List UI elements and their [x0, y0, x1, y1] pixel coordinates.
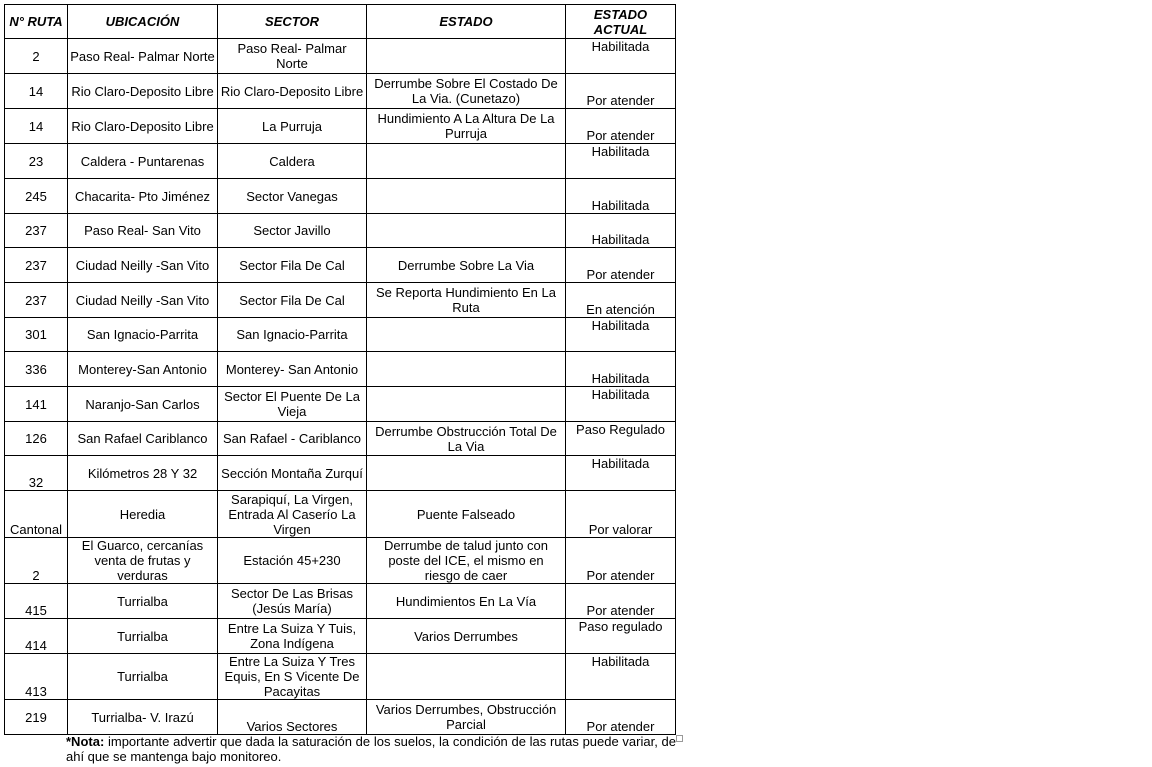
cell-estado — [367, 352, 566, 387]
cell-ruta: 219 — [5, 700, 68, 735]
cell-estado-actual: Paso Regulado — [566, 422, 676, 456]
cell-estado: Se Reporta Hundimiento En La Ruta — [367, 283, 566, 318]
cell-estado — [367, 214, 566, 248]
header-row — [5, 5, 676, 39]
cell-ubicacion: Chacarita- Pto Jiménez — [68, 179, 218, 214]
cell-estado — [367, 654, 566, 700]
cell-ruta: 414 — [5, 619, 68, 654]
cell-ruta: 32 — [5, 456, 68, 491]
footnote-label: *Nota: — [66, 734, 105, 749]
cell-sector: Sector El Puente De La Vieja — [218, 387, 367, 422]
cell-ruta: 14 — [5, 74, 68, 109]
cell-estado — [367, 144, 566, 179]
cell-sector: San Rafael - Cariblanco — [218, 422, 367, 456]
cell-estado-actual: Por atender — [566, 109, 676, 144]
table-row — [5, 74, 676, 109]
cell-sector: Sector Vanegas — [218, 179, 367, 214]
cell-estado: Derrumbe Sobre La Via — [367, 248, 566, 283]
cell-ruta: 245 — [5, 179, 68, 214]
cell-ubicacion: Kilómetros 28 Y 32 — [68, 456, 218, 491]
header-sector: SECTOR — [218, 5, 367, 39]
cell-ruta: 413 — [5, 654, 68, 700]
table-row — [5, 248, 676, 283]
cell-ruta: 141 — [5, 387, 68, 422]
cell-estado: Puente Falseado — [367, 491, 566, 538]
table-row — [5, 491, 676, 538]
table-row — [5, 422, 676, 456]
cell-sector: Sector De Las Brisas (Jesús María) — [218, 584, 367, 619]
header-ruta: N° RUTA — [5, 5, 68, 39]
cell-ubicacion: El Guarco, cercanías venta de frutas y verduras — [68, 538, 218, 584]
cell-estado-actual: Por atender — [566, 584, 676, 619]
cell-ubicacion: Turrialba — [68, 619, 218, 654]
cell-estado-actual: Por atender — [566, 248, 676, 283]
cell-ubicacion: Caldera - Puntarenas — [68, 144, 218, 179]
cell-estado-actual: Habilitada — [566, 144, 676, 179]
table-row — [5, 387, 676, 422]
cell-estado — [367, 456, 566, 491]
cell-sector: San Ignacio-Parrita — [218, 318, 367, 352]
cell-ruta: 336 — [5, 352, 68, 387]
cell-ubicacion: Naranjo-San Carlos — [68, 387, 218, 422]
cell-estado: Varios Derrumbes — [367, 619, 566, 654]
cell-ubicacion: Turrialba — [68, 654, 218, 700]
cell-ubicacion: Turrialba- V. Irazú — [68, 700, 218, 735]
cell-sector: La Purruja — [218, 109, 367, 144]
cell-ruta: 14 — [5, 109, 68, 144]
cell-ubicacion: Rio Claro-Deposito Libre — [68, 74, 218, 109]
table-row — [5, 144, 676, 179]
table-row — [5, 456, 676, 491]
cell-estado — [367, 387, 566, 422]
table-row — [5, 179, 676, 214]
cell-ubicacion: San Ignacio-Parrita — [68, 318, 218, 352]
cell-estado-actual: Habilitada — [566, 352, 676, 387]
cell-ubicacion: Heredia — [68, 491, 218, 538]
cell-estado-actual: Por atender — [566, 700, 676, 735]
table-row — [5, 619, 676, 654]
cell-estado — [367, 39, 566, 74]
road-status-table — [4, 4, 676, 735]
cell-ubicacion: San Rafael Cariblanco — [68, 422, 218, 456]
table-row — [5, 39, 676, 74]
cell-ubicacion: Ciudad Neilly -San Vito — [68, 248, 218, 283]
cell-ruta: 237 — [5, 283, 68, 318]
cell-estado: Varios Derrumbes, Obstrucción Parcial — [367, 700, 566, 735]
table-row — [5, 318, 676, 352]
cell-estado-actual: Habilitada — [566, 387, 676, 422]
cell-ruta: 126 — [5, 422, 68, 456]
table-resize-handle[interactable] — [676, 735, 683, 742]
table-row — [5, 654, 676, 700]
cell-ruta: 23 — [5, 144, 68, 179]
cell-sector: Varios Sectores — [218, 700, 367, 735]
cell-estado: Hundimiento A La Altura De La Purruja — [367, 109, 566, 144]
table-row — [5, 214, 676, 248]
cell-estado-actual: Habilitada — [566, 179, 676, 214]
cell-estado: Derrumbe de talud junto con poste del ICE, el mismo en riesgo de caer — [367, 538, 566, 584]
table-row — [5, 109, 676, 144]
cell-estado-actual: Habilitada — [566, 39, 676, 74]
cell-estado-actual: Habilitada — [566, 214, 676, 248]
cell-sector: Sector Fila De Cal — [218, 248, 367, 283]
table-row — [5, 283, 676, 318]
footnote — [66, 734, 676, 764]
cell-ruta: 2 — [5, 39, 68, 74]
cell-estado: Derrumbe Obstrucción Total De La Via — [367, 422, 566, 456]
cell-ubicacion: Paso Real- San Vito — [68, 214, 218, 248]
cell-estado — [367, 179, 566, 214]
header-estado: ESTADO — [367, 5, 566, 39]
header-ubicacion: UBICACIÓN — [68, 5, 218, 39]
cell-sector: Sección Montaña Zurquí — [218, 456, 367, 491]
cell-estado-actual: En atención — [566, 283, 676, 318]
cell-estado-actual: Habilitada — [566, 654, 676, 700]
cell-sector: Entre La Suiza Y Tres Equis, En S Vicente De Pacayitas — [218, 654, 367, 700]
header-estado-actual: ESTADO ACTUAL — [566, 5, 676, 39]
table-row — [5, 584, 676, 619]
table-row — [5, 352, 676, 387]
cell-ruta: Cantonal — [5, 491, 68, 538]
cell-estado-actual: Por atender — [566, 538, 676, 584]
cell-ruta: 301 — [5, 318, 68, 352]
cell-sector: Sarapiquí, La Virgen, Entrada Al Caserío La Virgen — [218, 491, 367, 538]
cell-ubicacion: Paso Real- Palmar Norte — [68, 39, 218, 74]
cell-ubicacion: Turrialba — [68, 584, 218, 619]
cell-ubicacion: Monterey-San Antonio — [68, 352, 218, 387]
cell-estado: Derrumbe Sobre El Costado De La Via. (Cunetazo) — [367, 74, 566, 109]
cell-ruta: 237 — [5, 214, 68, 248]
cell-sector: Caldera — [218, 144, 367, 179]
cell-sector: Sector Fila De Cal — [218, 283, 367, 318]
cell-ruta: 237 — [5, 248, 68, 283]
cell-estado-actual: Paso regulado — [566, 619, 676, 654]
cell-sector: Rio Claro-Deposito Libre — [218, 74, 367, 109]
cell-ubicacion: Ciudad Neilly -San Vito — [68, 283, 218, 318]
cell-estado-actual: Por valorar — [566, 491, 676, 538]
cell-sector: Entre La Suiza Y Tuis, Zona Indígena — [218, 619, 367, 654]
table-row — [5, 538, 676, 584]
cell-sector: Monterey- San Antonio — [218, 352, 367, 387]
cell-estado — [367, 318, 566, 352]
cell-estado-actual: Habilitada — [566, 318, 676, 352]
cell-ruta: 415 — [5, 584, 68, 619]
cell-sector: Paso Real- Palmar Norte — [218, 39, 367, 74]
cell-ubicacion: Rio Claro-Deposito Libre — [68, 109, 218, 144]
footnote-text: importante advertir que dada la saturación de los suelos, la condición de las rutas puede variar, de ahí que se mantenga bajo monitoreo. — [66, 734, 676, 764]
cell-ruta: 2 — [5, 538, 68, 584]
cell-estado-actual: Habilitada — [566, 456, 676, 491]
cell-estado: Hundimientos En La Vía — [367, 584, 566, 619]
cell-sector: Sector Javillo — [218, 214, 367, 248]
cell-estado-actual: Por atender — [566, 74, 676, 109]
cell-sector: Estación 45+230 — [218, 538, 367, 584]
table-row — [5, 700, 676, 735]
